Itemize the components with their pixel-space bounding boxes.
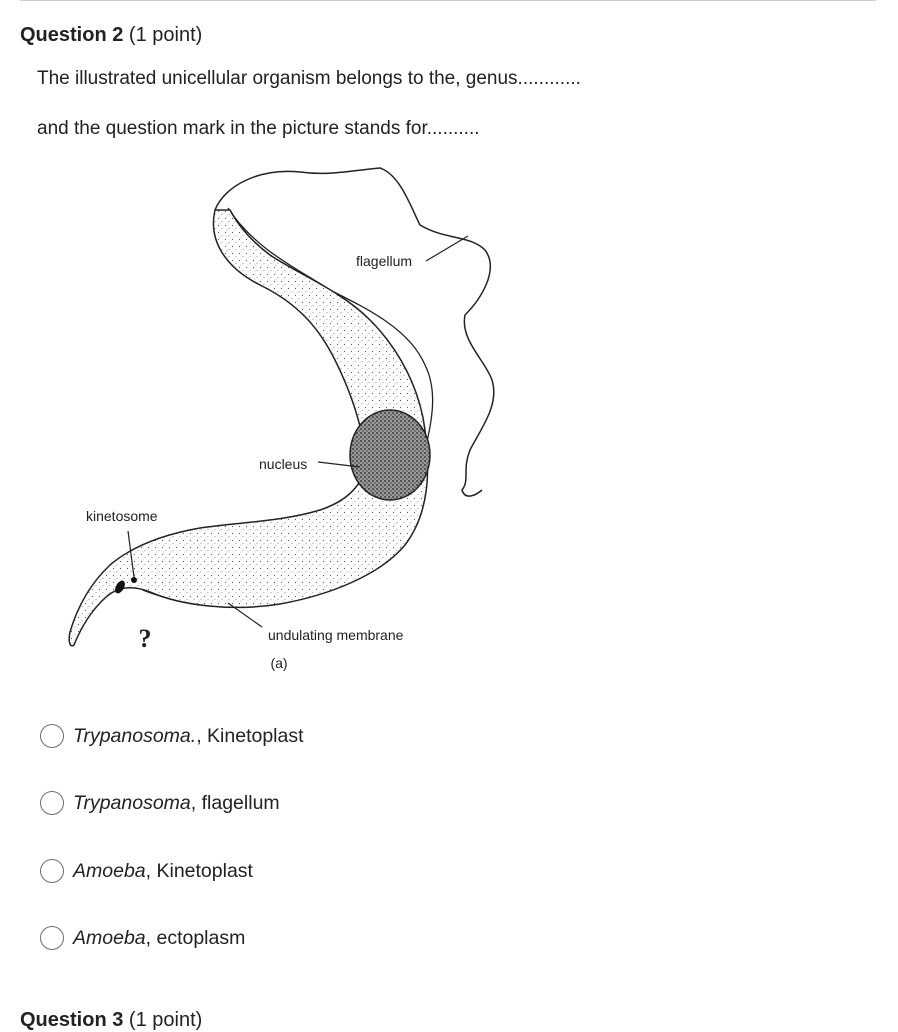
figure-caption: (a) bbox=[270, 655, 288, 671]
option-trypanosoma-flagellum[interactable] bbox=[40, 789, 280, 817]
radio-button[interactable] bbox=[40, 926, 64, 950]
question-mark-label: ? bbox=[138, 624, 152, 653]
question-header bbox=[20, 24, 202, 47]
option-genus: Trypanosoma bbox=[73, 791, 191, 814]
next-question-title: Question 3 bbox=[20, 1009, 124, 1031]
flagellum-label: flagellum bbox=[356, 253, 413, 269]
question-text-line-2: and the question mark in the picture stands for.......... bbox=[37, 118, 480, 139]
option-amoeba-ectoplasm[interactable] bbox=[40, 924, 245, 952]
radio-button[interactable] bbox=[40, 724, 64, 748]
trypanosome-diagram bbox=[60, 166, 500, 686]
undulating-membrane-label: undulating membrane bbox=[268, 627, 404, 643]
next-question-points: (1 point) bbox=[128, 1009, 203, 1031]
radio-button[interactable] bbox=[40, 791, 64, 815]
option-amoeba-kinetoplast[interactable] bbox=[40, 857, 253, 885]
question-title: Question 2 bbox=[20, 24, 124, 46]
option-genus: Amoeba bbox=[73, 859, 146, 882]
kinetosome-label: kinetosome bbox=[86, 508, 158, 524]
option-answer: , flagellum bbox=[190, 791, 280, 814]
top-divider bbox=[20, 0, 876, 1]
flagellum-leader-line bbox=[426, 236, 468, 261]
option-answer: , ectoplasm bbox=[145, 926, 246, 949]
nucleus bbox=[350, 410, 430, 500]
kinetosome-dot bbox=[131, 577, 137, 583]
next-question-header bbox=[20, 1009, 202, 1032]
option-answer: , Kinetoplast bbox=[145, 859, 253, 882]
option-trypanosoma-kinetoplast[interactable] bbox=[40, 722, 304, 750]
question-text-line-1: The illustrated unicellular organism belongs to the, genus............ bbox=[37, 68, 581, 89]
question-points: (1 point) bbox=[128, 24, 203, 46]
option-answer: , Kinetoplast bbox=[196, 724, 304, 747]
nucleus-label: nucleus bbox=[259, 456, 308, 472]
option-genus: Amoeba bbox=[73, 926, 146, 949]
radio-button[interactable] bbox=[40, 859, 64, 883]
option-genus: Trypanosoma. bbox=[73, 724, 197, 747]
